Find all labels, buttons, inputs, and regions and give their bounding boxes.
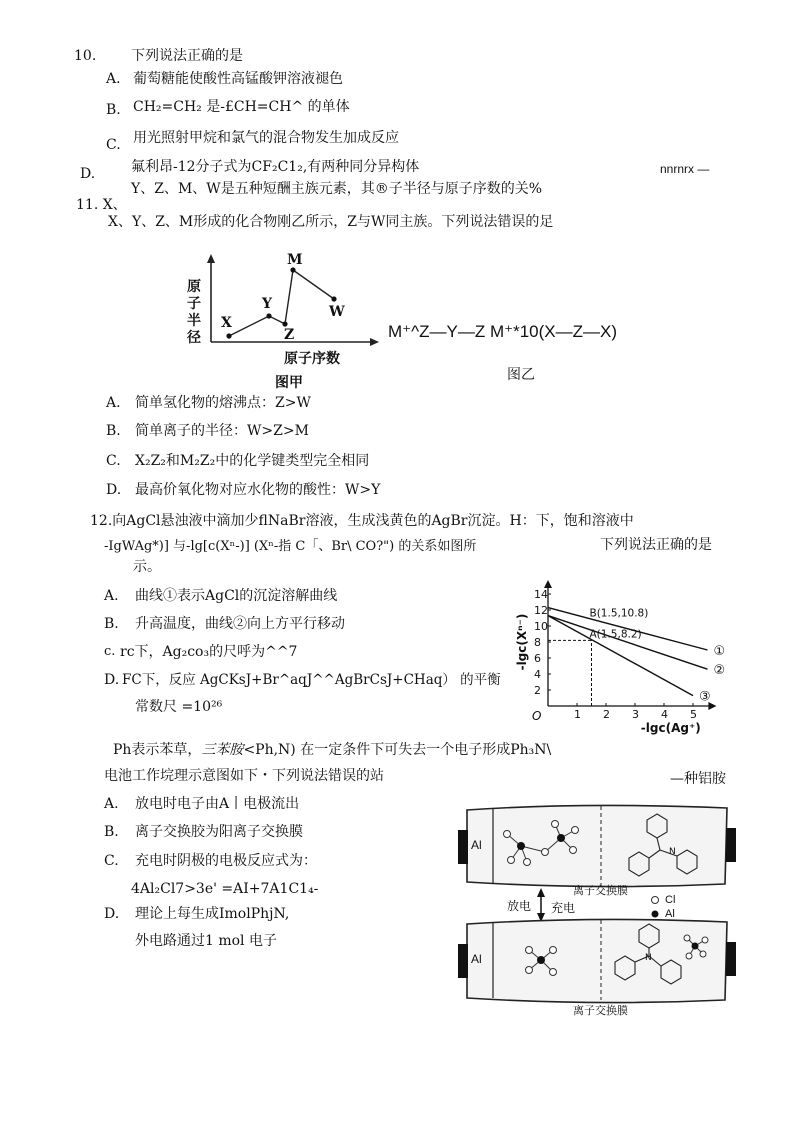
chart-y-tick-label: 4 — [534, 668, 541, 681]
figure-jia-ylabel-1: 原 — [187, 279, 201, 295]
q10-option-d-label: D. — [80, 166, 96, 182]
top-cell-right-terminal — [726, 828, 736, 862]
battery-svg — [455, 800, 745, 1022]
chart-y-tick-label: 12 — [534, 604, 548, 617]
figure-jia-ylabel-4: 径 — [187, 330, 201, 346]
label-y: Y — [262, 296, 272, 312]
figure-jia-caption: 图甲 — [275, 375, 303, 391]
q13-line1 — [113, 741, 551, 759]
q11-number: 11. X、 — [76, 197, 127, 213]
chart-x-tick-label: 4 — [661, 708, 668, 721]
figure-jia-trend-line — [229, 270, 334, 336]
chart-y-arrow — [544, 580, 552, 588]
chart-y-axis-label: -lgc(Xⁿ⁻) — [515, 613, 529, 671]
chart-x-tick-label: 3 — [632, 708, 639, 721]
chart-y-tick-label: 10 — [534, 620, 548, 633]
q12-line3: 示。 — [133, 559, 161, 575]
chart-y-tick-label: 6 — [534, 652, 541, 665]
scan-noise-text: nnrnrx — — [660, 162, 710, 176]
chart-series-label-1: ① — [713, 644, 726, 659]
chart-annotation-2: A(1.5,8.2) — [589, 628, 642, 641]
chart-annotation-1: B(1.5,10.8) — [589, 607, 649, 620]
legend-cl-dot — [652, 897, 659, 904]
arrow-charge-head — [537, 888, 545, 897]
label-m: M — [287, 252, 303, 268]
bottom-membrane-label: 离子交换膜 — [573, 1004, 628, 1017]
q12-option-b: 升高温度，曲线②向上方平行移动 — [135, 616, 345, 632]
q12-option-d: FC下，反应 AgCKsJ+Br^aqJ^^AgBrCsJ+CHaq） 的平衡 — [122, 672, 501, 688]
q11-option-c-label: C. — [106, 453, 121, 469]
q10-option-b-label: B. — [106, 102, 121, 118]
legend-cl-label: Cl — [665, 894, 676, 906]
figure-yi-caption: 图乙 — [507, 367, 535, 383]
q12-option-b-label: B. — [104, 616, 119, 632]
q12-chart — [510, 568, 740, 736]
q13-option-a: 放电时电子由A丨电极流出 — [135, 796, 300, 812]
q13-option-c-line2: 4Al₂Cl7>3e' =AI+7A1C1₄- — [131, 881, 319, 897]
q13-line1-italic: 三苯胺 — [201, 742, 244, 758]
chart-origin-label: O — [532, 709, 542, 723]
label-x: X — [221, 315, 232, 331]
q10-option-a: 葡萄糖能使酸性高锰酸钾溶液褪色 — [133, 71, 343, 87]
q11-line1: Y、Z、M、W是五种短酬主族元素，其®子半径与原子序数的关% — [131, 181, 542, 197]
figure-jia — [183, 250, 383, 395]
bottom-n-atom: N — [645, 953, 652, 963]
q10-option-c-label: C. — [106, 137, 121, 153]
q13-line1-b: <Ph,N) 在一定条件下可失去一个电子形成Ph₃N\ — [243, 742, 552, 758]
q11-line2: X、Y、Z、M形成的化合物刚乙所示，Z与W同主族。下列说法错误的足 — [108, 214, 554, 230]
q13-option-b: 离子交换胶为阳离子交换膜 — [135, 824, 303, 840]
q13-option-d-line2: 外电路通过1 mol 电子 — [135, 933, 277, 949]
top-al-label: Al — [471, 838, 482, 852]
q13-option-d: 理论上每生成ImolPhjN, — [135, 906, 290, 922]
label-z: Z — [284, 327, 295, 343]
chart-x-tick-label: 2 — [603, 708, 610, 721]
figure-jia-ylabel-2: 子 — [187, 296, 201, 312]
figure-jia-x-arrow — [370, 338, 379, 346]
q13-option-b-label: B. — [104, 824, 119, 840]
battery-diagram — [455, 800, 745, 1022]
chart-series-label-3: ③ — [699, 689, 711, 705]
chart-series-line-2 — [548, 616, 708, 670]
q11-option-b-label: B. — [106, 423, 121, 439]
q13-option-a-label: A. — [104, 796, 119, 812]
q10-number: 10. — [74, 48, 97, 64]
q11-option-d: 最高价氧化物对应水化物的酸性：W>Y — [135, 482, 381, 498]
figure-yi-formula: M⁺^Z—Y—Z M⁺*10(X—Z—X) — [388, 322, 617, 341]
q12-option-c: rc下，Ag₂co₃的尺呼为^^7 — [120, 644, 298, 660]
q11-option-a-label: A. — [106, 395, 121, 411]
q12-option-d-label: D. — [104, 672, 120, 688]
legend-al-label: Al — [665, 908, 675, 920]
q13-option-c-label: C. — [104, 853, 119, 869]
q13-line1-a: Ph表示苯草， — [113, 742, 202, 758]
legend-al-dot — [652, 911, 659, 918]
q13-option-c: 充电时阴极的电极反应式为： — [135, 853, 317, 869]
q11-option-b: 简单离子的半径：W>Z>M — [135, 423, 309, 439]
figure-jia-ylabel-3: 半 — [187, 313, 201, 329]
q12-line2: -IgWAg*)] 与-lg[c(Xⁿ-)] (Xⁿ-指 C「、Br\ CO?") 的关系如图所 — [104, 539, 477, 554]
bottom-cell-body — [467, 919, 727, 1002]
q12-option-c-label: c. — [104, 644, 116, 659]
top-cell-body — [467, 805, 727, 886]
figure-jia-y-arrow — [207, 254, 215, 263]
q11-option-d-label: D. — [106, 482, 122, 498]
chart-series-label-2: ② — [713, 663, 726, 679]
q10-stem: 下列说法正确的是 — [131, 48, 243, 64]
q10-option-b: CH₂=CH₂ 是-£CH=CH^ 的单体 — [133, 99, 350, 115]
top-n-atom: N — [669, 847, 676, 857]
q12-line1: 12.向AgCl悬浊液中滴加少flNaBr溶液，生成浅黄色的AgBr沉淀。H：下，饱和溶液中 — [90, 513, 634, 529]
point-y — [266, 313, 271, 318]
q12-line2-right: 下列说法正确的是 — [600, 537, 712, 553]
q13-option-d-label: D. — [104, 906, 120, 922]
chart-x-tick-label: 1 — [574, 708, 581, 721]
figure-jia-xlabel: 原子序数 — [284, 351, 340, 367]
top-membrane-label: 离子交换膜 — [573, 884, 628, 897]
chart-y-tick-label: 8 — [534, 636, 541, 649]
q12-chart-svg — [510, 568, 740, 736]
q10-option-d: 氟利昂-12分子式为CF₂C1₂,有两种同分异构体 — [131, 159, 420, 175]
q12-option-a-label: A. — [104, 588, 119, 604]
bottom-cell-left-terminal — [458, 944, 468, 978]
point-w — [331, 296, 336, 301]
bottom-al-label: Al — [471, 952, 482, 966]
top-cell-left-terminal — [458, 830, 468, 864]
discharge-label: 放电 — [507, 899, 532, 913]
chart-y-tick-label: 14 — [534, 588, 548, 601]
q10-option-a-label: A. — [106, 71, 121, 87]
label-w: W — [329, 304, 345, 320]
q12-option-d-line2: 常数尺 =10²⁶ — [135, 699, 223, 715]
bottom-cell-right-terminal — [726, 942, 736, 976]
chart-y-tick-label: 2 — [534, 684, 541, 697]
chart-x-axis-label: -lgc(Ag⁺) — [640, 721, 701, 735]
chart-x-tick-label: 5 — [690, 708, 697, 721]
q10-option-c: 用光照射甲烷和氯气的混合物发生加成反应 — [133, 130, 399, 146]
q12-option-a: 曲线①表示AgCl的沉淀溶解曲线 — [135, 588, 338, 604]
q13-line2: 电池工作垸理示意图如下・下列说法错误的站 — [104, 768, 384, 784]
point-x — [226, 333, 231, 338]
q11-option-c: X₂Z₂和M₂Z₂中的化学键类型完全相同 — [135, 453, 370, 469]
charge-label: 充电 — [551, 901, 576, 915]
q11-option-a: 简单氢化物的熔沸点：Z>W — [135, 395, 311, 411]
q13-line2-right: —种铝胺 — [670, 771, 726, 787]
